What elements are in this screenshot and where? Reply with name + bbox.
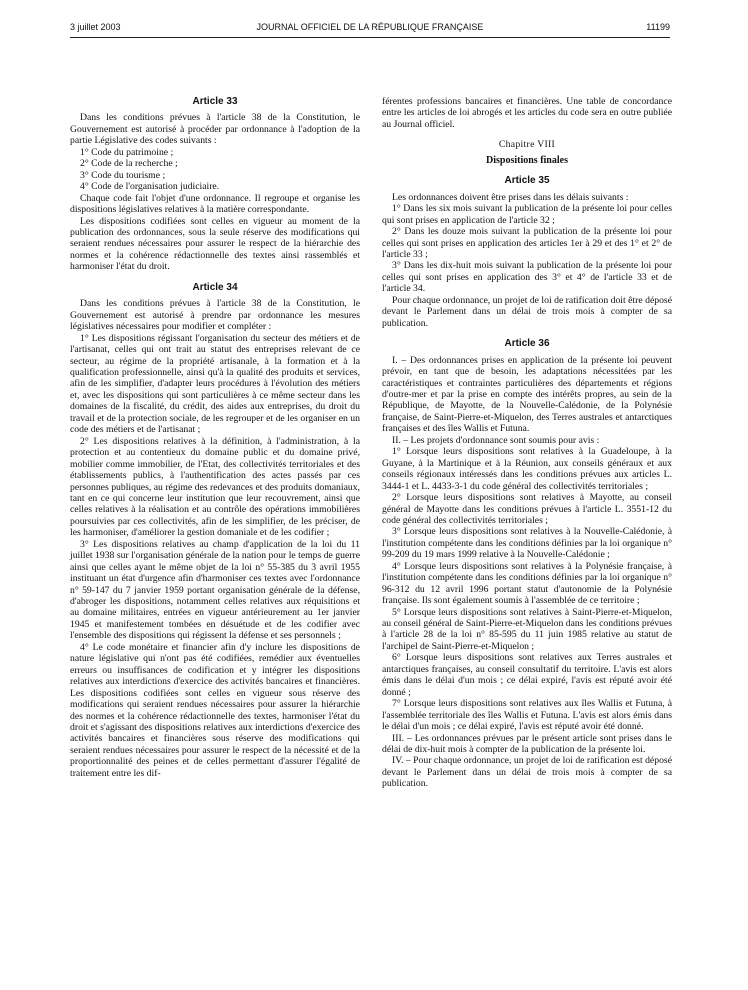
article-34-paragraph: 1° Les dispositions régissant l'organisation du secteur des métiers et de l'artisanat, celles qui ont trait au statut des entreprises relevant de ce secteur, au régime de la propriété artisanale, à la formation et à la qualification professionnelle, ainsi qu'à la qualité des produits et services, afin de les simplifier, d'adapter leurs procédures à l'évolution des métiers et, avec les dispositions qui sont particulières à ce même secteur dans les domaines de la fiscalité, du crédit, des aides aux entreprises, du droit du travail et de la protection sociale, de les regrouper et de les organiser en un code des métiers et de l'artisanat ; bbox=[70, 332, 360, 436]
article-33-intro: Dans les conditions prévues à l'article 38 de la Constitution, le Gouvernement est autorisé à procéder par ordonnance à l'adoption de la partie Législative des codes suivants : bbox=[70, 112, 360, 147]
right-column bbox=[382, 96, 672, 790]
article-36-item: 3° Lorsque leurs dispositions sont relatives à la Nouvelle-Calédonie, à l'institution compétente dans les conditions définies par la loi organique n° 99-209 du 19 mars 1999 relative à la Nouvelle-Calédonie ; bbox=[382, 526, 672, 561]
article-36-paragraph: IV. – Pour chaque ordonnance, un projet de loi de ratification est déposé devant le Parlement dans un délai de trois mois à compter de sa publication. bbox=[382, 755, 672, 790]
article-36-paragraph: II. – Les projets d'ordonnance sont soumis pour avis : bbox=[392, 434, 600, 446]
article-34-paragraph: 3° Les dispositions relatives au champ d'application de la loi du 11 juillet 1938 sur l'organisation générale de la nation pour le temps de guerre ainsi que celles ayant le même objet de la loi n° 55-385 du 3 avril 1955 instituant un état d'urgence afin d'harmoniser ces textes avec l'ordonnance n° 59-147 du 7 janvier 1959 portant organisation générale de la défense, d'abroger les dispositions, notamment celles relatives aux réquisitions et au domaine militaires, entrées en vigueur antérieurement au 1er janvier 1945 et manifestement tombées en désuétude et de les codifier avec l'ensemble des dispositions qui régissent la défense et ses personnels ; bbox=[70, 538, 360, 642]
article-35-title: Article 35 bbox=[504, 175, 550, 187]
article-34-paragraph: 4° Le code monétaire et financier afin d'y inclure les dispositions de nature législative qui n'ont pas été codifiées, remédier aux éventuelles erreurs ou insuffisances de codification et y intégrer les dispositions relatives aux interdictions d'exercice des activités bancaires et financières. Les dispositions codifiées sont celles en vigueur sous réserve des modifications qui seraient rendues nécessaires pour assurer la hiérarchie des normes et la cohérence rédactionnelle des textes, harmoniser l'état du droit et s'agissant des dispositions relatives aux interdictions d'exercice des activités bancaires et financières sous réserve des modifications qui seraient rendues nécessaires pour assurer le respect de la nécessité et de la proportionnalité des peines et de celles permettant d'assurer l'égalité de traitement entre les dif- bbox=[70, 641, 361, 779]
header-journal-title: JOURNAL OFFICIEL DE LA RÉPUBLIQUE FRANÇAISE bbox=[256, 22, 484, 32]
article-34-continuation: férentes professions bancaires et financières. Une table de concordance entre les articles de loi abrogés et les articles du code sera en outre publiée au Journal officiel. bbox=[382, 96, 672, 130]
article-34-intro: Dans les conditions prévues à l'article 38 de la Constitution, le Gouvernement est autorisé à prendre par ordonnance les mesures législatives nécessaires pour modifier et compléter : bbox=[70, 298, 360, 333]
article-33-item: 4° Code de l'organisation judiciaire. bbox=[80, 181, 220, 193]
article-36-item: 6° Lorsque leurs dispositions sont relatives aux Terres australes et antarctiques françaises, au conseil consultatif du territoire. L'avis est alors émis dans le délai d'un mois ; ce délai expiré, l'avis est réputé avoir été donné ; bbox=[382, 652, 672, 698]
article-36-item: 5° Lorsque leurs dispositions sont relatives à Saint-Pierre-et-Miquelon, au conseil général de Saint-Pierre-et-Miquelon dans les conditions prévues à l'article 28 de la loi n° 85-595 du 11 juin 1985 relative au statut de l'archipel de Saint-Pierre-et-Miquelon ; bbox=[382, 606, 673, 652]
header-page-number: 11199 bbox=[646, 22, 670, 32]
chapter-title: Dispositions finales bbox=[486, 154, 568, 166]
article-35-intro: Les ordonnances doivent être prises dans les délais suivants : bbox=[392, 191, 629, 203]
article-33-paragraph: Les dispositions codifiées sont celles en vigueur au moment de la publication des ordonnances, sous la seule réserve des modifications qui seraient rendues nécessaires pour assurer le respect de la hiérarchie des normes et la cohérence rédactionnelle des textes ainsi rassemblés et harmoniser l'état du droit. bbox=[70, 215, 360, 273]
header-rule bbox=[70, 37, 670, 38]
article-36-item: 7° Lorsque leurs dispositions sont relatives aux îles Wallis et Futuna, à l'assemblée territoriale des îles Wallis et Futuna. L'avis est alors émis dans le délai d'un mois ; ce délai expiré, l'avis est réputé avoir été donné. bbox=[382, 698, 672, 733]
article-35-paragraph: 2° Dans les douze mois suivant la publication de la présente loi pour celles qui sont prises en application des articles 1er à 29 et des 1° et 2° de l'article 33 ; bbox=[382, 226, 672, 260]
article-33-item: 2° Code de la recherche ; bbox=[80, 158, 178, 170]
article-35-paragraph: 3° Dans les dix-huit mois suivant la publication de la présente loi pour celles qui sont prises en application des 3° et 4° de l'article 33 et de l'article 34. bbox=[382, 260, 672, 295]
article-35-paragraph: 1° Dans les six mois suivant la publication de la présente loi pour celles qui sont prises en application de l'article 32 ; bbox=[382, 203, 672, 226]
page-header bbox=[70, 22, 670, 36]
chapter-label: Chapitre VIII bbox=[498, 139, 556, 151]
article-34-paragraph: 2° Les dispositions relatives à la définition, à l'administration, à la protection et au contentieux du domaine public et du domaine privé, mobilier comme immobilier, de l'Etat, des collectivités territoriales et des établissements publics, à l'authentification des actes passés par ces personnes publiques, au régime des redevances et des produits domaniaux, tant en ce qui concerne leur institution que leur recouvrement, ainsi que celles relatives à la réalisation et au contrôle des opérations immobilières poursuivies par ces collectivités, afin de les simplifier, de les préciser, de les harmoniser, d'améliorer la gestion domaniale et de les codifier ; bbox=[70, 435, 360, 539]
article-34-title: Article 34 bbox=[192, 281, 238, 293]
article-33-title: Article 33 bbox=[192, 96, 238, 107]
article-33-item: 3° Code du tourisme ; bbox=[80, 169, 166, 181]
article-36-paragraph: I. – Des ordonnances prises en application de la présente loi peuvent prévoir, en tant que de besoin, les adaptations nécessitées par les caractéristiques et contraintes particulières des départements et régions d'outre-mer et par la prise en compte des intérêts propres, au sein de la République, de Mayotte, de la Nouvelle-Calédonie, de la Polynésie française, de Saint-Pierre-et-Miquelon, des Terres australes et antarctiques françaises et des îles Wallis et Futuna. bbox=[382, 354, 672, 435]
article-35-paragraph: Pour chaque ordonnance, un projet de loi de ratification doit être déposé devant le Parlement dans un délai de trois mois à compter de sa publication. bbox=[382, 294, 672, 329]
article-36-item: 4° Lorsque leurs dispositions sont relatives à la Polynésie française, à l'institution compétente dans les conditions définies par la loi organique n° 96-312 du 12 avril 1996 portant statut d'autonomie de la Polynésie française. Ils sont également soumis à l'assemblée de ce territoire ; bbox=[382, 560, 672, 607]
article-33-item: 1° Code du patrimoine ; bbox=[80, 146, 174, 158]
article-36-item: 2° Lorsque leurs dispositions sont relatives à Mayotte, au conseil général de Mayotte dans les conditions prévues à l'article L. 3551-12 du code général des collectivités territoriales ; bbox=[382, 492, 672, 526]
article-33-paragraph: Chaque code fait l'objet d'une ordonnance. Il regroupe et organise les dispositions législatives relatives à la matière correspondante. bbox=[70, 192, 360, 216]
article-36-title: Article 36 bbox=[504, 338, 550, 350]
header-date: 3 juillet 2003 bbox=[70, 22, 121, 32]
left-column bbox=[70, 96, 360, 779]
article-36-paragraph: III. – Les ordonnances prévues par le présent article sont prises dans le délai de dix-huit mois à compter de la publication de la présente loi. bbox=[382, 732, 672, 756]
article-36-item: 1° Lorsque leurs dispositions sont relatives à la Guadeloupe, à la Guyane, à la Martinique et à la Réunion, aux conseils généraux et aux conseils régionaux intéressés dans les conditions prévues aux articles L. 3444-1 et L. 4433-3-1 du code général des collectivités territoriales ; bbox=[382, 446, 672, 492]
